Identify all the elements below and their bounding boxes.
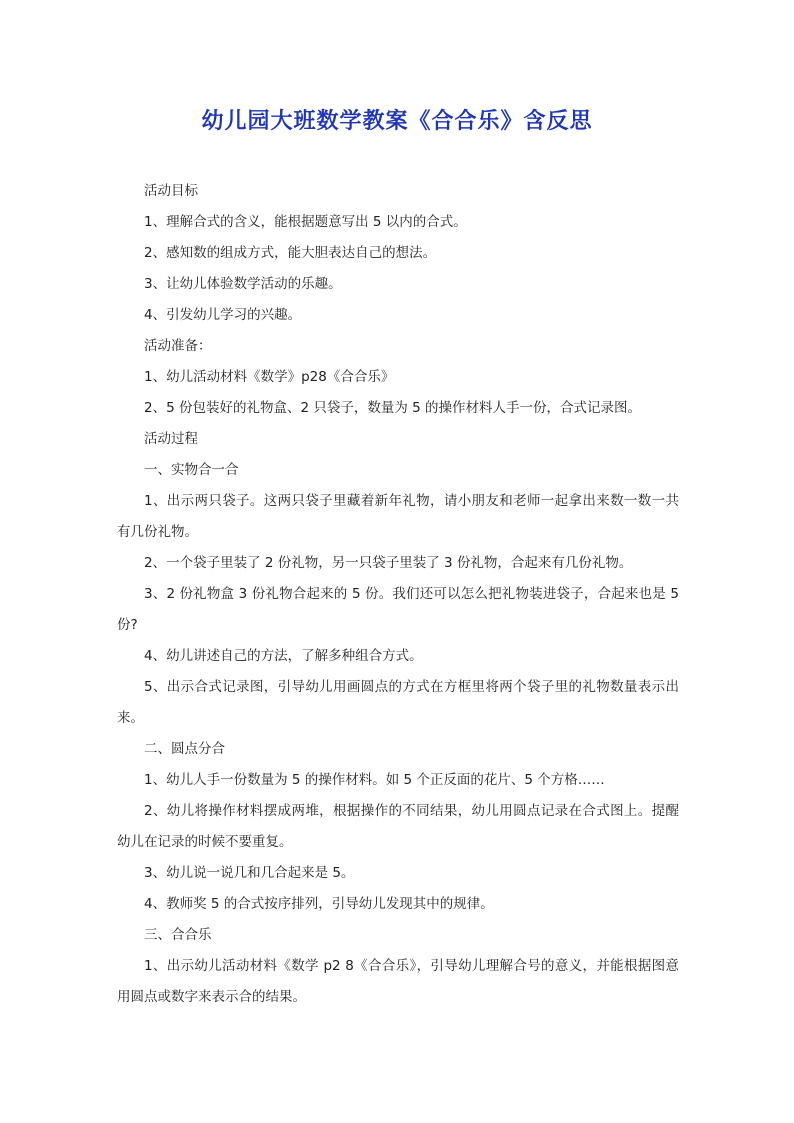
process-step-1-2: 2、一个袋子里装了 2 份礼物，另一只袋子里装了 3 份礼物，合起来有几份礼物。 [144, 555, 633, 571]
process-step-2-1: 1、幼儿人手一份数量为 5 的操作材料。如 5 个正反面的花片、5 个方格…… [144, 772, 605, 788]
section-heading-preparation: 活动准备： [144, 338, 212, 354]
goal-item-1: 1、理解合式的含义，能根据题意写出 5 以内的合式。 [144, 214, 467, 230]
subsection-heading-2: 二、圆点分合 [144, 741, 225, 757]
section-heading-goals: 活动目标 [144, 183, 198, 199]
goal-item-4: 4、引发幼儿学习的兴趣。 [144, 307, 302, 323]
process-step-1-5: 5、出示合式记录图，引导幼儿用画圆点的方式在方框里将两个袋子里的礼物数量表示出来。 [117, 679, 679, 726]
goal-item-2: 2、感知数的组成方式，能大胆表达自己的想法。 [144, 245, 437, 261]
process-step-1-1: 1、出示两只袋子。这两只袋子里藏着新年礼物，请小朋友和老师一起拿出来数一数一共有几份礼物。 [117, 493, 679, 540]
process-step-2-2: 2、幼儿将操作材料摆成两堆，根据操作的不同结果，幼儿用圆点记录在合式图上。提醒幼儿在记录的时候不要重复。 [117, 803, 679, 850]
document-body [117, 176, 679, 1013]
process-step-2-3: 3、幼儿说一说几和几合起来是 5。 [144, 865, 355, 881]
section-heading-process: 活动过程 [144, 431, 198, 447]
document-title: 幼儿园大班数学教案《合合乐》含反思 [201, 108, 593, 134]
preparation-item-1: 1、幼儿活动材料《数学》p28《合合乐》 [144, 369, 395, 385]
process-step-1-3: 3、2 份礼物盒 3 份礼物合起来的 5 份。我们还可以怎么把礼物装进袋子，合起来也是 5 份? [117, 586, 679, 633]
process-step-1-4: 4、幼儿讲述自己的方法，了解多种组合方式。 [144, 648, 423, 664]
process-step-2-4: 4、教师奖 5 的合式按序排列，引导幼儿发现其中的规律。 [144, 896, 494, 912]
subsection-heading-3: 三、合合乐 [144, 927, 212, 943]
preparation-item-2: 2、5 份包装好的礼物盒、2 只袋子，数量为 5 的操作材料人手一份，合式记录图。 [144, 400, 642, 416]
goal-item-3: 3、让幼儿体验数学活动的乐趣。 [144, 276, 342, 292]
subsection-heading-1: 一、实物合一合 [144, 462, 239, 478]
process-step-3-1: 1、出示幼儿活动材料《数学 p2 8《合合乐》，引导幼儿理解合号的意义，并能根据图意用圆点或数字来表示合的结果。 [117, 958, 679, 1005]
